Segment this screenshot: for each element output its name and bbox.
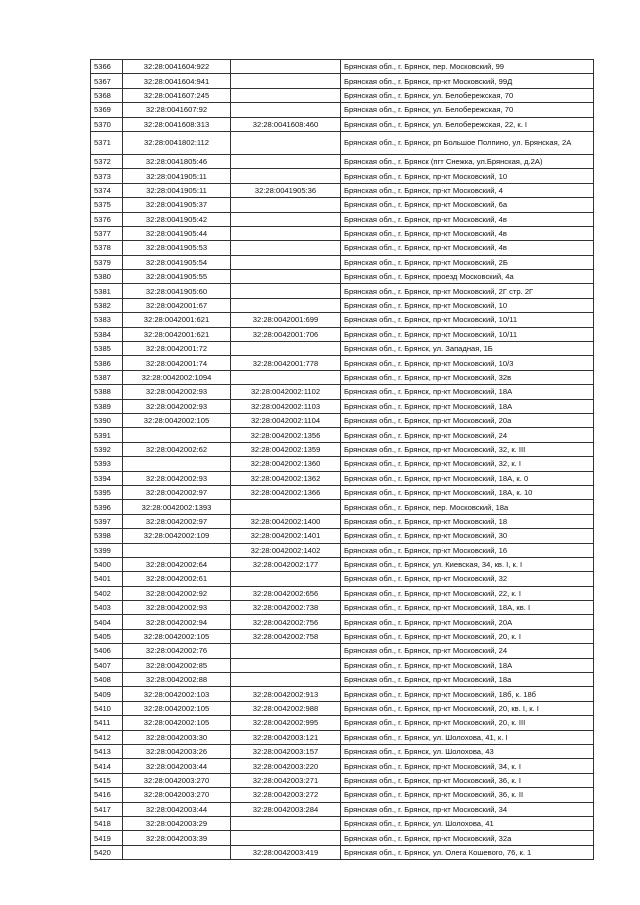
table-row [91,845,594,859]
address-cell: Брянская обл., г. Брянск, пр-кт Московский, 99Д [341,74,594,88]
row-number-cell: 5373 [91,169,123,183]
building-number-cell: 32:28:0042003:121 [231,730,341,744]
cadastral-number-cell: 32:28:0041802:112 [123,131,231,154]
table-row [91,226,594,240]
address-cell: Брянская обл., г. Брянск, ул. Олега Кошевого, 76, к. 1 [341,845,594,859]
row-number-cell: 5389 [91,399,123,413]
table-row [91,673,594,687]
address-cell: Брянская обл., г. Брянск, пр-кт Московский, 16 [341,543,594,557]
cadastral-number-cell: 32:28:0041905:44 [123,226,231,240]
cadastral-number-cell: 32:28:0041607:92 [123,103,231,117]
cadastral-number-cell: 32:28:0042003:270 [123,788,231,802]
row-number-cell: 5409 [91,687,123,701]
address-cell: Брянская обл., г. Брянск, пр-кт Московский, 32, к. I [341,457,594,471]
row-number-cell: 5414 [91,759,123,773]
cadastral-number-cell: 32:28:0042002:93 [123,471,231,485]
table-row [91,788,594,802]
table-row [91,117,594,131]
row-number-cell: 5371 [91,131,123,154]
address-cell: Брянская обл., г. Брянск, пр-кт Московский, 32, к. III [341,442,594,456]
building-number-cell [231,88,341,102]
address-cell: Брянская обл., г. Брянск, пр-кт Московский, 10/11 [341,327,594,341]
table-row [91,816,594,830]
table-body [91,60,594,860]
cadastral-number-cell: 32:28:0042001:67 [123,298,231,312]
address-cell: Брянская обл., г. Брянск, пр-кт Московский, 10/3 [341,356,594,370]
cadastral-table [90,59,594,860]
table-row [91,399,594,413]
building-number-cell: 32:28:0042002:995 [231,716,341,730]
building-number-cell [231,241,341,255]
table-row [91,385,594,399]
address-cell: Брянская обл., г. Брянск, пр-кт Московский, 18А [341,385,594,399]
table-row [91,773,594,787]
cadastral-number-cell: 32:28:0041905:42 [123,212,231,226]
building-number-cell: 32:28:0042002:1359 [231,442,341,456]
building-number-cell: 32:28:0042002:758 [231,629,341,643]
row-number-cell: 5419 [91,831,123,845]
row-number-cell: 5372 [91,154,123,168]
row-number-cell: 5391 [91,428,123,442]
row-number-cell: 5378 [91,241,123,255]
table-row [91,802,594,816]
cadastral-number-cell: 32:28:0041905:37 [123,198,231,212]
row-number-cell: 5406 [91,644,123,658]
cadastral-number-cell: 32:28:0041604:941 [123,74,231,88]
cadastral-number-cell [123,457,231,471]
row-number-cell: 5383 [91,313,123,327]
row-number-cell: 5397 [91,514,123,528]
row-number-cell: 5390 [91,413,123,427]
building-number-cell: 32:28:0042003:272 [231,788,341,802]
cadastral-number-cell: 32:28:0042001:621 [123,327,231,341]
address-cell: Брянская обл., г. Брянск, ул. Шолохова, 41 [341,816,594,830]
row-number-cell: 5410 [91,701,123,715]
table-row [91,428,594,442]
cadastral-number-cell: 32:28:0042002:1094 [123,370,231,384]
table-row [91,500,594,514]
cadastral-number-cell: 32:28:0041905:53 [123,241,231,255]
cadastral-number-cell: 32:28:0041905:60 [123,284,231,298]
building-number-cell [231,131,341,154]
row-number-cell: 5401 [91,572,123,586]
cadastral-number-cell: 32:28:0041608:313 [123,117,231,131]
address-cell: Брянская обл., г. Брянск, ул. Белобережская, 22, к. I [341,117,594,131]
address-cell: Брянская обл., г. Брянск, пр-кт Московский, 20, к. I [341,629,594,643]
table-row [91,658,594,672]
row-number-cell: 5393 [91,457,123,471]
table-row [91,601,594,615]
cadastral-number-cell: 32:28:0042002:105 [123,413,231,427]
building-number-cell: 32:28:0042002:988 [231,701,341,715]
building-number-cell [231,816,341,830]
cadastral-number-cell: 32:28:0042002:105 [123,701,231,715]
building-number-cell: 32:28:0041905:36 [231,183,341,197]
cadastral-number-cell: 32:28:0041805:46 [123,154,231,168]
row-number-cell: 5420 [91,845,123,859]
table-row [91,255,594,269]
address-cell: Брянская обл., г. Брянск (пгт Снежка, ул.Брянская, д.2А) [341,154,594,168]
table-row [91,327,594,341]
building-number-cell: 32:28:0042001:699 [231,313,341,327]
cadastral-number-cell: 32:28:0042002:76 [123,644,231,658]
address-cell: Брянская обл., г. Брянск, ул. Западная, 1Б [341,342,594,356]
row-number-cell: 5415 [91,773,123,787]
address-cell: Брянская обл., г. Брянск, пр-кт Московский, 36, к. I [341,773,594,787]
address-cell: Брянская обл., г. Брянск, пр-кт Московский, 18 [341,514,594,528]
table-row [91,572,594,586]
address-cell: Брянская обл., г. Брянск, пр-кт Московский, 6а [341,198,594,212]
row-number-cell: 5407 [91,658,123,672]
table-row [91,60,594,74]
table-row [91,687,594,701]
building-number-cell: 32:28:0042003:157 [231,744,341,758]
address-cell: Брянская обл., г. Брянск, пр-кт Московский, 18а [341,673,594,687]
building-number-cell [231,226,341,240]
cadastral-number-cell: 32:28:0042002:62 [123,442,231,456]
table-row [91,615,594,629]
building-number-cell [231,255,341,269]
building-number-cell [231,500,341,514]
row-number-cell: 5413 [91,744,123,758]
address-cell: Брянская обл., г. Брянск, пр-кт Московский, 20, кв. I, к. I [341,701,594,715]
building-number-cell: 32:28:0042002:756 [231,615,341,629]
cadastral-number-cell: 32:28:0042002:103 [123,687,231,701]
row-number-cell: 5382 [91,298,123,312]
building-number-cell [231,370,341,384]
building-number-cell [231,342,341,356]
row-number-cell: 5374 [91,183,123,197]
building-number-cell [231,74,341,88]
table-row [91,169,594,183]
cadastral-number-cell [123,845,231,859]
table-row [91,131,594,154]
row-number-cell: 5396 [91,500,123,514]
address-cell: Брянская обл., г. Брянск, пр-кт Московский, 30 [341,529,594,543]
address-cell: Брянская обл., г. Брянск, пр-кт Московский, 20а [341,413,594,427]
building-number-cell: 32:28:0042002:1102 [231,385,341,399]
row-number-cell: 5403 [91,601,123,615]
cadastral-number-cell: 32:28:0042002:85 [123,658,231,672]
table-row [91,88,594,102]
cadastral-number-cell: 32:28:0041604:922 [123,60,231,74]
building-number-cell [231,298,341,312]
address-cell: Брянская обл., г. Брянск, ул. Белобережская, 70 [341,88,594,102]
row-number-cell: 5368 [91,88,123,102]
row-number-cell: 5400 [91,557,123,571]
address-cell: Брянская обл., г. Брянск, пр-кт Московский, 18б, к. 18б [341,687,594,701]
building-number-cell: 32:28:0042002:1400 [231,514,341,528]
address-cell: Брянская обл., г. Брянск, пр-кт Московский, 4в [341,212,594,226]
address-cell: Брянская обл., г. Брянск, рп Большое Полпино, ул. Брянская, 2А [341,131,594,154]
table-row [91,342,594,356]
cadastral-number-cell: 32:28:0042002:61 [123,572,231,586]
row-number-cell: 5411 [91,716,123,730]
building-number-cell: 32:28:0042002:177 [231,557,341,571]
row-number-cell: 5402 [91,586,123,600]
row-number-cell: 5405 [91,629,123,643]
row-number-cell: 5418 [91,816,123,830]
cadastral-number-cell: 32:28:0042002:93 [123,399,231,413]
table-row [91,313,594,327]
cadastral-number-cell: 32:28:0042002:97 [123,514,231,528]
building-number-cell: 32:28:0042002:913 [231,687,341,701]
building-number-cell: 32:28:0042002:1366 [231,485,341,499]
row-number-cell: 5412 [91,730,123,744]
building-number-cell [231,198,341,212]
table-row [91,198,594,212]
cadastral-number-cell: 32:28:0042003:270 [123,773,231,787]
table-row [91,471,594,485]
cadastral-number-cell: 32:28:0042001:74 [123,356,231,370]
cadastral-number-cell: 32:28:0041607:245 [123,88,231,102]
address-cell: Брянская обл., г. Брянск, ул. Шолохова, 43 [341,744,594,758]
row-number-cell: 5376 [91,212,123,226]
cadastral-number-cell: 32:28:0042002:64 [123,557,231,571]
table-row [91,270,594,284]
row-number-cell: 5367 [91,74,123,88]
cadastral-number-cell: 32:28:0042001:621 [123,313,231,327]
table-row [91,356,594,370]
table-row [91,370,594,384]
cadastral-number-cell: 32:28:0041905:11 [123,169,231,183]
building-number-cell [231,673,341,687]
cadastral-number-cell: 32:28:0042002:1393 [123,500,231,514]
table-row [91,74,594,88]
cadastral-number-cell: 32:28:0042002:93 [123,385,231,399]
address-cell: Брянская обл., г. Брянск, пр-кт Московский, 34 [341,802,594,816]
building-number-cell [231,658,341,672]
cadastral-number-cell: 32:28:0042002:88 [123,673,231,687]
building-number-cell: 32:28:0042002:1356 [231,428,341,442]
address-cell: Брянская обл., г. Брянск, пр-кт Московский, 18А [341,399,594,413]
address-cell: Брянская обл., г. Брянск, пр-кт Московский, 18А, кв. I [341,601,594,615]
address-cell: Брянская обл., г. Брянск, ул. Шолохова, 41, к. I [341,730,594,744]
building-number-cell [231,103,341,117]
cadastral-number-cell: 32:28:0042002:93 [123,601,231,615]
cadastral-number-cell: 32:28:0042002:94 [123,615,231,629]
building-number-cell [231,644,341,658]
building-number-cell: 32:28:0042002:1103 [231,399,341,413]
table-row [91,485,594,499]
building-number-cell [231,284,341,298]
row-number-cell: 5381 [91,284,123,298]
building-number-cell: 32:28:0042002:1401 [231,529,341,543]
row-number-cell: 5377 [91,226,123,240]
table-row [91,744,594,758]
address-cell: Брянская обл., г. Брянск, пр-кт Московский, 4 [341,183,594,197]
building-number-cell: 32:28:0042002:1402 [231,543,341,557]
building-number-cell [231,154,341,168]
row-number-cell: 5416 [91,788,123,802]
address-cell: Брянская обл., г. Брянск, пр-кт Московский, 22, к. I [341,586,594,600]
cadastral-number-cell [123,428,231,442]
building-number-cell: 32:28:0042002:738 [231,601,341,615]
cadastral-number-cell: 32:28:0042002:92 [123,586,231,600]
address-cell: Брянская обл., г. Брянск, пр-кт Московский, 2Г стр. 2Г [341,284,594,298]
building-number-cell: 32:28:0042003:284 [231,802,341,816]
table-row [91,413,594,427]
table-row [91,514,594,528]
building-number-cell: 32:28:0042002:1104 [231,413,341,427]
table-row [91,241,594,255]
building-number-cell: 32:28:0041608:460 [231,117,341,131]
address-cell: Брянская обл., г. Брянск, ул. Белобережская, 70 [341,103,594,117]
address-cell: Брянская обл., г. Брянск, пр-кт Московский, 18А, к. 10 [341,485,594,499]
table-row [91,457,594,471]
building-number-cell [231,831,341,845]
address-cell: Брянская обл., г. Брянск, пр-кт Московский, 4в [341,241,594,255]
row-number-cell: 5394 [91,471,123,485]
table-row [91,759,594,773]
row-number-cell: 5385 [91,342,123,356]
table-row [91,154,594,168]
cadastral-number-cell: 32:28:0042003:39 [123,831,231,845]
table-row [91,557,594,571]
address-cell: Брянская обл., г. Брянск, пр-кт Московский, 24 [341,428,594,442]
table-row [91,586,594,600]
building-number-cell [231,169,341,183]
building-number-cell: 32:28:0042002:656 [231,586,341,600]
cadastral-number-cell: 32:28:0042002:105 [123,716,231,730]
table-row [91,212,594,226]
address-cell: Брянская обл., г. Брянск, пер. Московский, 18а [341,500,594,514]
address-cell: Брянская обл., г. Брянск, пр-кт Московский, 18А, к. 0 [341,471,594,485]
table-row [91,543,594,557]
row-number-cell: 5387 [91,370,123,384]
address-cell: Брянская обл., г. Брянск, пр-кт Московский, 20А [341,615,594,629]
table-row [91,442,594,456]
building-number-cell: 32:28:0042001:706 [231,327,341,341]
address-cell: Брянская обл., г. Брянск, пр-кт Московский, 20, к. III [341,716,594,730]
cadastral-number-cell: 32:28:0042003:29 [123,816,231,830]
table-row [91,730,594,744]
cadastral-number-cell: 32:28:0042003:44 [123,802,231,816]
address-cell: Брянская обл., г. Брянск, пр-кт Московский, 10/11 [341,313,594,327]
address-cell: Брянская обл., г. Брянск, проезд Московский, 4а [341,270,594,284]
building-number-cell [231,270,341,284]
table-row [91,716,594,730]
cadastral-number-cell: 32:28:0042002:109 [123,529,231,543]
table-row [91,284,594,298]
building-number-cell: 32:28:0042002:1362 [231,471,341,485]
table-row [91,529,594,543]
cadastral-number-cell: 32:28:0042003:26 [123,744,231,758]
building-number-cell: 32:28:0042003:271 [231,773,341,787]
row-number-cell: 5369 [91,103,123,117]
row-number-cell: 5398 [91,529,123,543]
cadastral-number-cell: 32:28:0042002:97 [123,485,231,499]
cadastral-number-cell: 32:28:0041905:55 [123,270,231,284]
address-cell: Брянская обл., г. Брянск, пр-кт Московский, 32в [341,370,594,384]
row-number-cell: 5386 [91,356,123,370]
row-number-cell: 5392 [91,442,123,456]
building-number-cell: 32:28:0042002:1360 [231,457,341,471]
building-number-cell: 32:28:0042003:419 [231,845,341,859]
cadastral-number-cell: 32:28:0042003:44 [123,759,231,773]
building-number-cell: 32:28:0042003:220 [231,759,341,773]
cadastral-number-cell: 32:28:0042003:30 [123,730,231,744]
address-cell: Брянская обл., г. Брянск, пр-кт Московский, 24 [341,644,594,658]
building-number-cell [231,60,341,74]
address-cell: Брянская обл., г. Брянск, пр-кт Московский, 4в [341,226,594,240]
building-number-cell: 32:28:0042001:778 [231,356,341,370]
address-cell: Брянская обл., г. Брянск, пр-кт Московский, 10 [341,169,594,183]
address-cell: Брянская обл., г. Брянск, пр-кт Московский, 34, к. I [341,759,594,773]
row-number-cell: 5370 [91,117,123,131]
address-cell: Брянская обл., г. Брянск, ул. Киевская, 34, кв. I, к. I [341,557,594,571]
address-cell: Брянская обл., г. Брянск, пр-кт Московский, 10 [341,298,594,312]
row-number-cell: 5417 [91,802,123,816]
cadastral-number-cell [123,543,231,557]
table-row [91,644,594,658]
building-number-cell [231,212,341,226]
cadastral-number-cell: 32:28:0042001:72 [123,342,231,356]
building-number-cell [231,572,341,586]
table-row [91,701,594,715]
table-row [91,298,594,312]
row-number-cell: 5388 [91,385,123,399]
row-number-cell: 5375 [91,198,123,212]
table-row [91,183,594,197]
address-cell: Брянская обл., г. Брянск, пр-кт Московский, 2Б [341,255,594,269]
row-number-cell: 5379 [91,255,123,269]
row-number-cell: 5380 [91,270,123,284]
table-row [91,831,594,845]
cadastral-number-cell: 32:28:0042002:105 [123,629,231,643]
row-number-cell: 5408 [91,673,123,687]
address-cell: Брянская обл., г. Брянск, пер. Московский, 99 [341,60,594,74]
row-number-cell: 5399 [91,543,123,557]
row-number-cell: 5395 [91,485,123,499]
row-number-cell: 5404 [91,615,123,629]
address-cell: Брянская обл., г. Брянск, пр-кт Московский, 32а [341,831,594,845]
cadastral-number-cell: 32:28:0041905:54 [123,255,231,269]
row-number-cell: 5366 [91,60,123,74]
table-row [91,103,594,117]
table-row [91,629,594,643]
address-cell: Брянская обл., г. Брянск, пр-кт Московский, 18А [341,658,594,672]
cadastral-number-cell: 32:28:0041905:11 [123,183,231,197]
address-cell: Брянская обл., г. Брянск, пр-кт Московский, 36, к. II [341,788,594,802]
row-number-cell: 5384 [91,327,123,341]
address-cell: Брянская обл., г. Брянск, пр-кт Московский, 32 [341,572,594,586]
